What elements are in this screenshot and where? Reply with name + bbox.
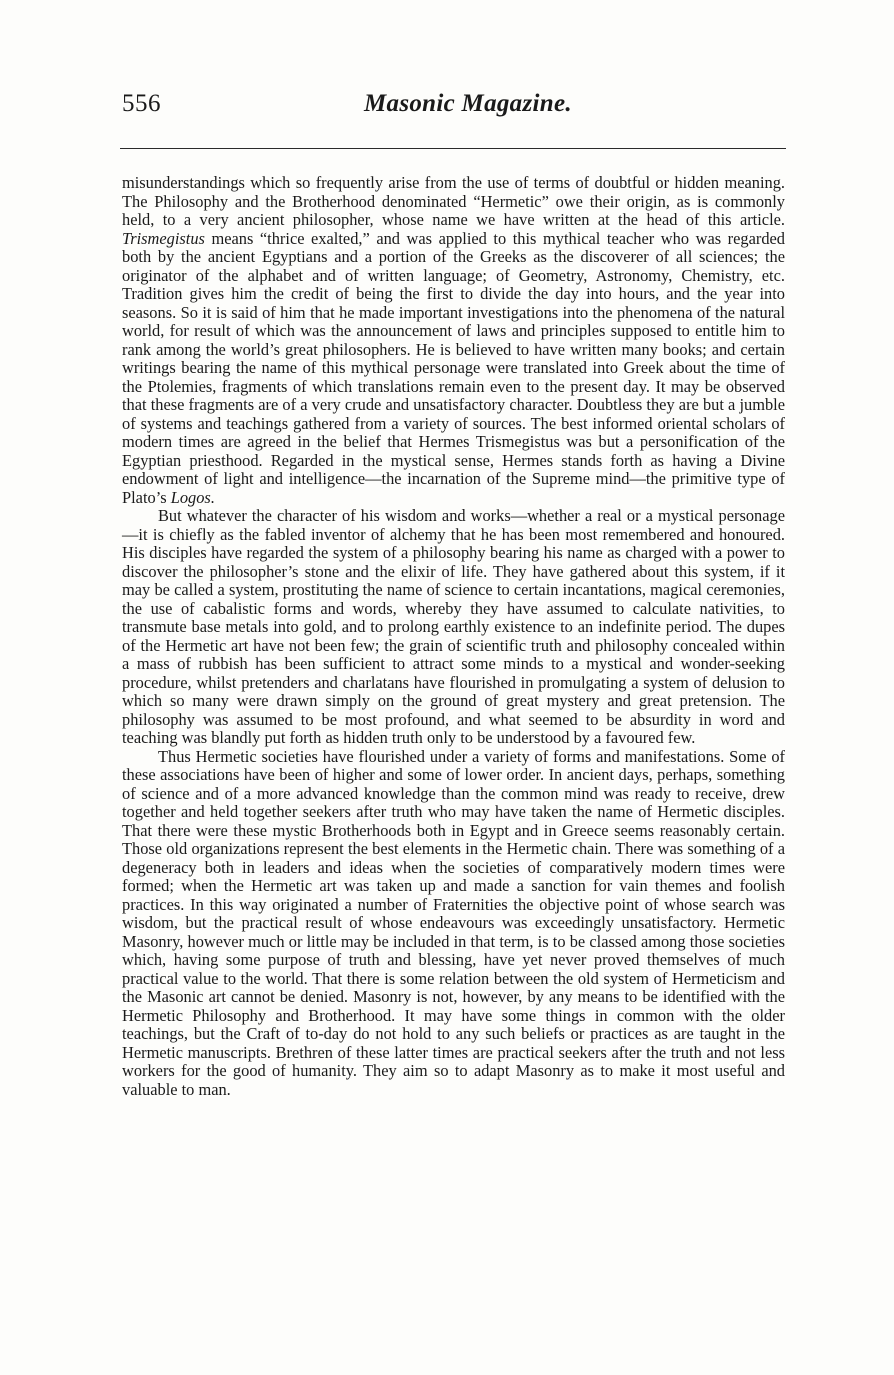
paragraph-1-text-b: means “thrice exalted,” and was applied to this mythical teacher who was regarded both by the ancient Egyptians and a portion of the Greeks as the discoverer of all sciences; the originator of the alphabet and of written language; of Geometry, Astronomy, Chemistry, etc. Tradition gives him the credit of being the first to divide the day into hours, and the year into seasons. So it is said of him that he made important investigations into the phenomena of the natural world, for result of which was the announcement of laws and principles supposed to entitle him to rank among the world’s great philosophers. He is believed to have written many books; and certain writings bearing the name of this mythical personage were translated into Greek about the time of the Ptolemies, fragments of which translations remain even to the present day. It may be observed that these fragments are of a very crude and unsatisfactory character. Doubtless they are but a jumble of systems and teachings gathered from a variety of sources. The best informed oriental scholars of modern times are agreed in the belief that Hermes Trismegistus was but a personification of the Egyptian priesthood. Regarded in the mystical sense, Hermes stands forth as having a Divine endowment of light and intelligence—the incarnation of the Supreme mind—the primitive type of Plato’s	[122, 228, 785, 507]
paragraph-3: Thus Hermetic societies have flourished under a variety of forms and manifestations. Some of these associations have been of higher and some of lower order. In ancient days, perhaps, something of science and of a more advanced knowledge than the common mind was ready to receive, drew together and held together seekers after truth who may have taken the name of Hermetic disciples. That there were these mystic Brotherhoods both in Egypt and in Greece seems reasonably certain. Those old organizations represent the best elements in the Hermetic chain. There was something of a degeneracy both in leaders and ideas when the societies of comparatively modern times were formed; when the Hermetic art was taken up and made a sanction for vain themes and foolish practices. In this way originated a number of Fraternities the objective point of whose search was wisdom, but the practical result of whose endeavours was exceedingly unsatisfactory. Hermetic Masonry, however much or little may be included in that term, is to be classed among those societies which, having some purpose of truth and blessing, have yet never proved themselves of much practical value to the world. That there is some relation between the old system of Hermeticism and the Masonic art cannot be denied. Masonry is not, however, by any means to be identified with the Hermetic Philosophy and Brotherhood. It may have some things in common with the older teachings, but the Craft of to-day do not hold to any such beliefs or practices as are taught in the Hermetic manuscripts. Brethren of these latter times are practical seekers after the truth and not less workers for the good of humanity. They aim so to adapt Masonry as to make it most useful and valuable to man.	[122, 746, 785, 1099]
header-rule	[120, 148, 786, 149]
paragraph-2: But whatever the character of his wisdom and works—whether a real or a mystical personage—it is chiefly as the fabled inventor of alchemy that he has been most remembered and honoured. His disciples have regarded the system of a philosophy bearing his name as charged with a power to discover the philosopher’s stone and the elixir of life. They have gathered about this system, if it may be called a system, prostituting the name of science to certain incantations, magical ceremonies, the use of cabalistic forms and words, whereby they have assumed to calculate nativities, to transmute base metals into gold, and to prolong earthly existence to an indefinite period. The dupes of the Hermetic art have not been few; the grain of scientific truth and philosophy concealed within a mass of rubbish has been sufficient to attract some minds to a mystical and wonder-seeking procedure, whilst pretenders and charlatans have flourished in promulgating a system of delusion to which so many were drawn simply on the ground of great mystery and great pretension. The philosophy was assumed to be most profound, and what seemed to be absurdity in word and teaching was blandly put forth as hidden truth only to be understood by a favoured few.	[122, 506, 785, 747]
running-title: Masonic Magazine.	[364, 90, 572, 117]
term-trismegistus: Trismegistus	[122, 228, 205, 248]
article-body	[122, 174, 785, 1099]
term-logos: Logos.	[170, 487, 215, 507]
page-number: 556	[122, 90, 161, 117]
paragraph-1-text-a: misunderstandings which so frequently arise from the use of terms of doubtful or hidden meaning. The Philosophy and the Brotherhood denominated “Hermetic” owe their origin, as is commonly held, to a very ancient philosopher, whose name we have written at the head of this article.	[122, 173, 785, 229]
paragraph-1	[122, 174, 785, 507]
page-header	[122, 88, 784, 128]
